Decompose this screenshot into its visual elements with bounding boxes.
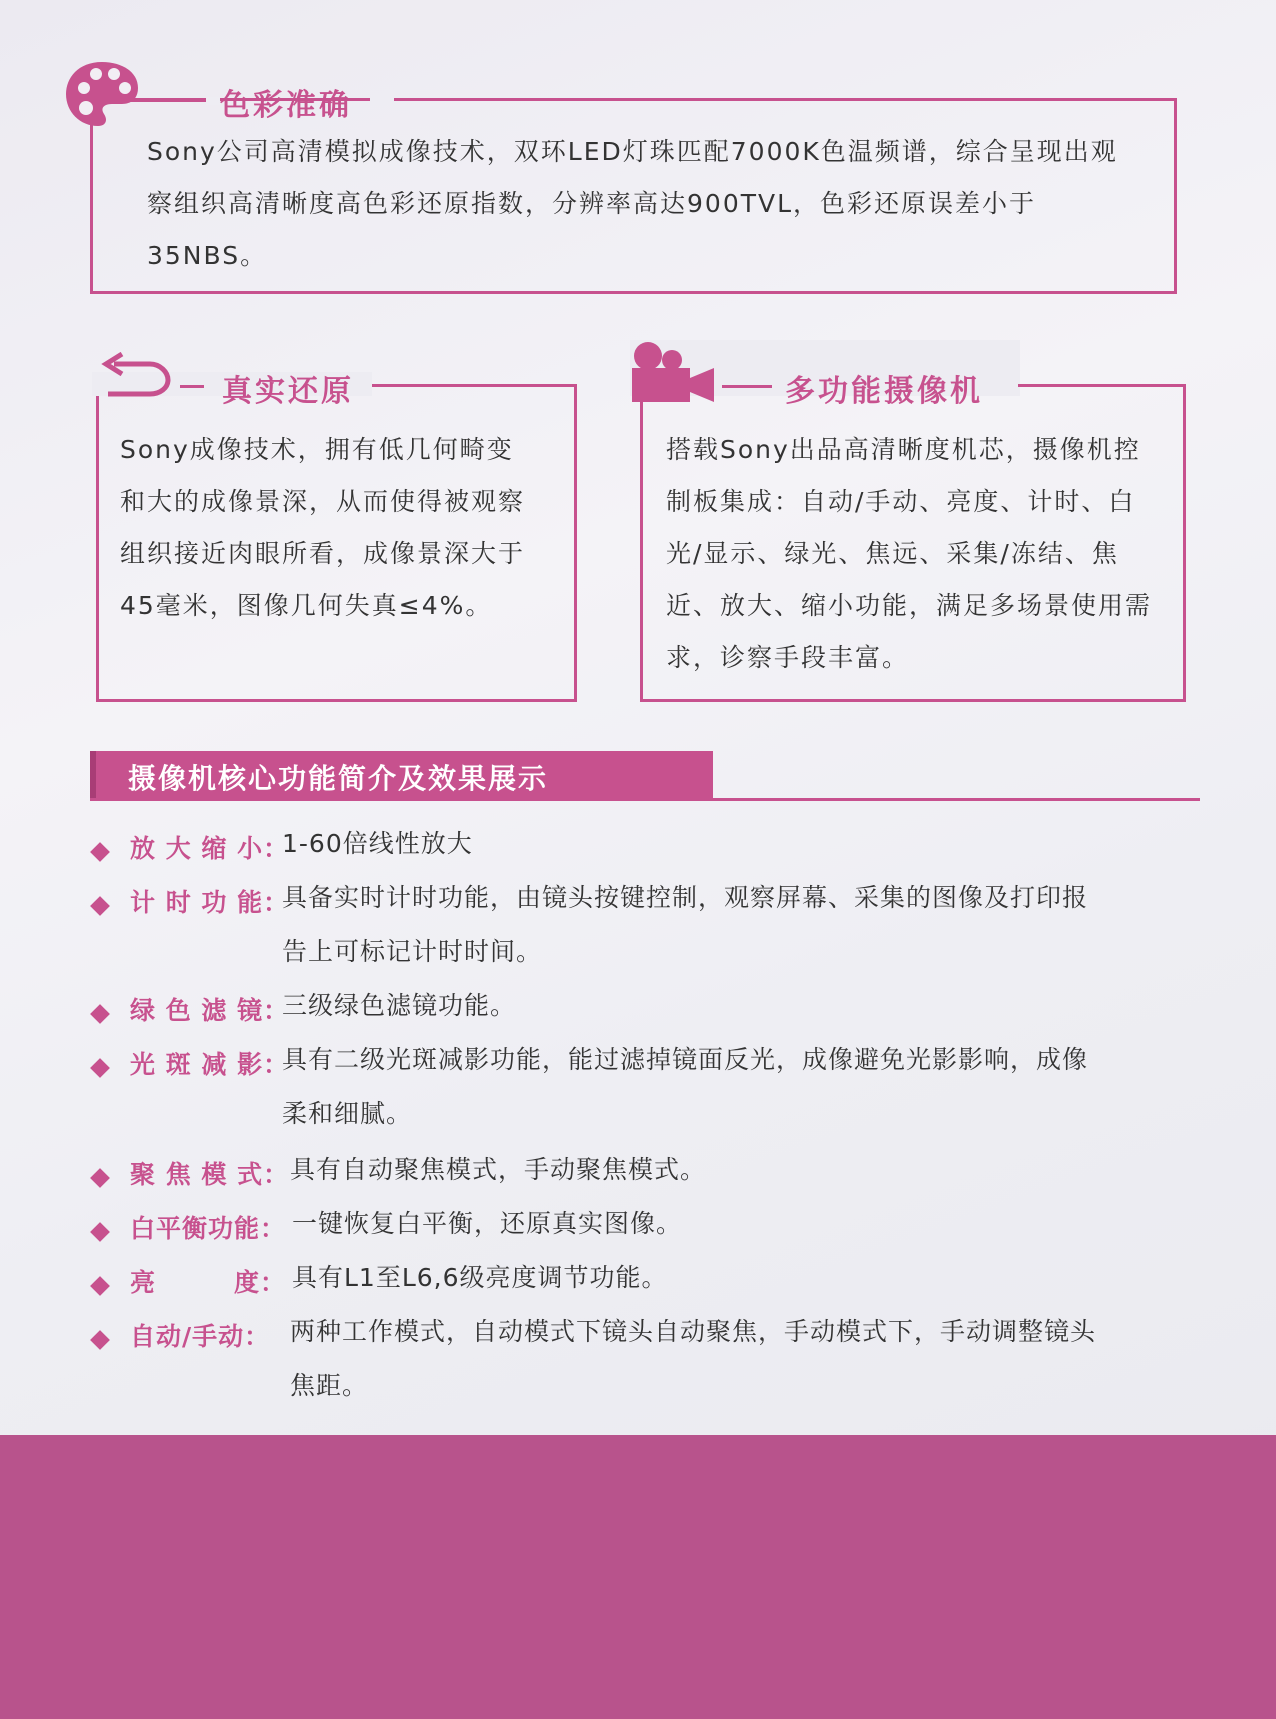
feature-desc	[290, 1143, 706, 1197]
text-line: 45毫米，图像几何失真≤4%。	[120, 591, 493, 620]
diamond-bullet-icon	[90, 1276, 110, 1296]
features-heading-accent	[90, 751, 96, 799]
diamond-bullet-icon	[90, 896, 110, 916]
text-line: Sony成像技术，拥有低几何畸变	[120, 435, 514, 464]
text-line: 察组织高清晰度高色彩还原指数，分辨率高达900TVL，色彩还原误差小于	[147, 189, 1037, 218]
feature-desc	[292, 1251, 668, 1305]
video-camera-icon	[630, 340, 716, 404]
text-line: 光/显示、绿光、焦远、采集/冻结、焦	[666, 539, 1119, 568]
feature-label: 计 时 功 能：	[130, 888, 290, 917]
camera-title: 多功能摄像机	[785, 374, 983, 409]
diamond-bullet-icon	[90, 1222, 110, 1242]
true-restore-text	[120, 424, 570, 632]
true-restore-title: 真实还原	[222, 374, 354, 409]
return-arrow-icon	[98, 352, 178, 400]
text-line: 搭载Sony出品高清晰度机芯，摄像机控	[666, 435, 1141, 464]
color-accuracy-title: 色彩准确	[220, 88, 352, 123]
title-rule-right	[1018, 384, 1186, 387]
text-line: 制板集成：自动/手动、亮度、计时、白	[666, 487, 1136, 516]
feature-desc	[292, 1197, 682, 1251]
text-line: 和大的成像景深，从而使得被观察	[120, 487, 526, 516]
feature-desc	[290, 1305, 1096, 1413]
diamond-bullet-icon	[90, 1330, 110, 1350]
feature-label: 光 斑 减 影：	[130, 1050, 290, 1079]
feature-line: 焦距。	[290, 1371, 369, 1400]
feature-line: 1-60倍线性放大	[282, 829, 473, 858]
feature-desc	[282, 1033, 1088, 1141]
feature-label: 亮 度：	[130, 1268, 287, 1297]
text-line: 近、放大、缩小功能，满足多场景使用需	[666, 591, 1153, 620]
feature-desc	[282, 817, 473, 871]
feature-line: 柔和细腻。	[282, 1099, 413, 1128]
diamond-bullet-icon	[90, 1168, 110, 1188]
features-heading-rule	[90, 798, 1200, 801]
diamond-bullet-icon	[90, 842, 110, 862]
feature-desc	[282, 979, 516, 1033]
feature-label: 放 大 缩 小：	[130, 834, 290, 863]
feature-label: 聚 焦 模 式：	[130, 1160, 290, 1189]
feature-label: 白平衡功能：	[130, 1214, 287, 1243]
title-gap-right	[370, 97, 394, 105]
feature-line: 一键恢复白平衡，还原真实图像。	[292, 1209, 683, 1238]
diamond-bullet-icon	[90, 1004, 110, 1024]
feature-line: 具有自动聚焦模式，手动聚焦模式。	[290, 1155, 707, 1184]
title-rule-right	[380, 384, 577, 387]
text-line: Sony公司高清模拟成像技术，双环LED灯珠匹配7000K色温频谱，综合呈现出观	[147, 137, 1118, 166]
feature-line: 告上可标记计时时间。	[282, 937, 543, 966]
diamond-bullet-icon	[90, 1058, 110, 1078]
title-rule-left	[180, 385, 204, 388]
text-line: 组织接近肉眼所看，成像景深大于	[120, 539, 526, 568]
palette-icon	[62, 58, 142, 130]
feature-line: 具备实时计时功能，由镜头按键控制，观察屏幕、采集的图像及打印报	[282, 883, 1089, 912]
feature-desc	[282, 871, 1088, 979]
feature-line: 具有二级光斑减影功能，能过滤掉镜面反光，成像避免光影影响，成像	[282, 1045, 1089, 1074]
title-rule-left	[128, 99, 206, 102]
feature-line: 三级绿色滤镜功能。	[282, 991, 517, 1020]
text-line: 求，诊察手段丰富。	[666, 643, 910, 672]
feature-line: 两种工作模式，自动模式下镜头自动聚焦，手动模式下，手动调整镜头	[290, 1317, 1097, 1346]
title-gap-left	[206, 97, 220, 105]
feature-label: 绿 色 滤 镜：	[130, 996, 290, 1025]
feature-line: 具有L1至L6,6级亮度调节功能。	[292, 1263, 668, 1292]
features-heading: 摄像机核心功能简介及效果展示	[128, 762, 549, 795]
footer-band	[0, 1435, 1276, 1719]
feature-label: 自动/手动：	[130, 1322, 271, 1351]
title-rule-left	[722, 385, 772, 388]
color-accuracy-text	[147, 126, 1157, 282]
text-line: 35NBS。	[147, 241, 268, 270]
camera-text	[666, 424, 1181, 684]
